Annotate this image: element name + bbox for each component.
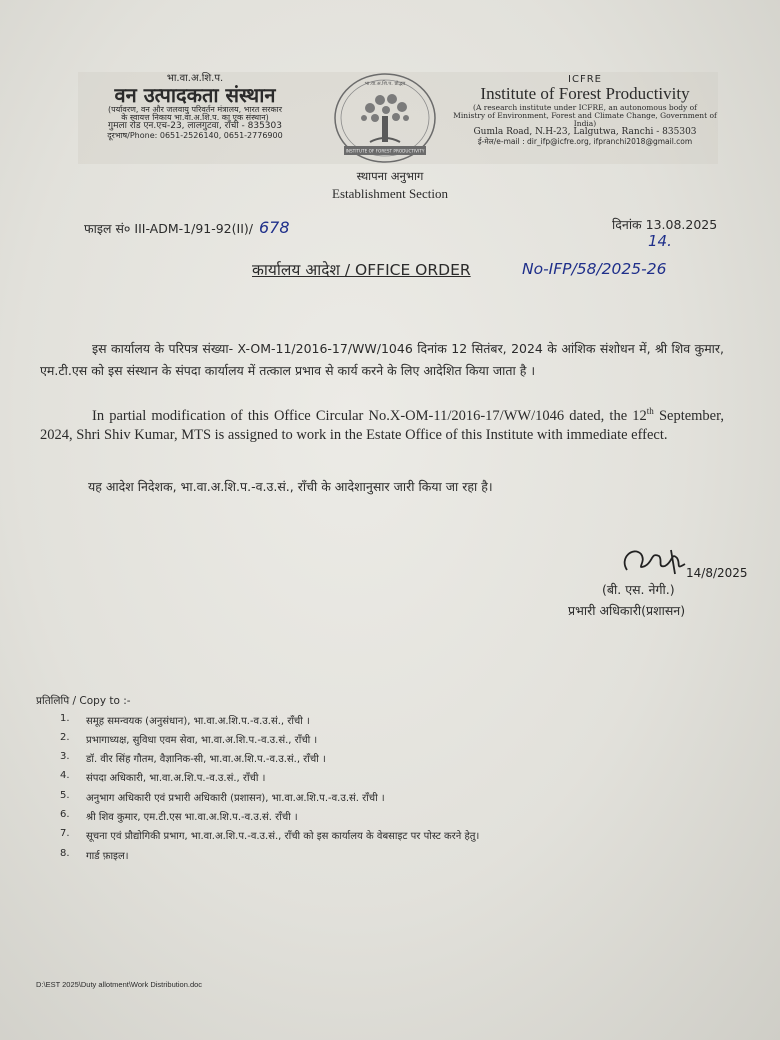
hindi-subtitle-2: के स्वायत्त निकाय भा.वा.अ.शि.प. का एक संस्थान) [121,112,269,122]
section-english: Establishment Section [332,186,448,201]
letterhead-hindi [80,74,310,140]
english-email: ई-मेल/e-mail : dir_ifp@icfre.org, ifpranchi2018@gmail.com [477,137,693,147]
order-title: कार्यालय आदेश / OFFICE ORDER [252,261,471,279]
english-subtitle-2: Ministry of Environment, Forest and Climate Change, Government of India) [453,110,717,129]
institute-logo [330,72,440,164]
date-handwritten: 14. [648,232,672,250]
english-institute-name: Institute of Forest Productivity [480,84,690,103]
document-page: भा.वा.अ.शि.प. वन उत्पादकता संस्थान (पर्यावरण, वन और जलवायु परिवर्तन मंत्रालय, भारत सरकार के स्वायत्त निकाय भा.वा.अ.शि.प. का एक संस्थान) गुमला रोड एन.एच-23, लालगुटवा, राँची - 835303 दूरभाष/Phone: 0651-2526140, 0651-2776900 INSTITUTE OF FOREST PRODUCTIVITY भा.वा.अ.शि.प. प्रोद्भव ICFRE Institute of Forest Productivity (A research institute under ICFRE, an autonomous body of Ministry of Environment, Forest and Climate Change, Government of India) Gumla Road, N.H-23, Lalgutwa, Ranchi - 835303 ई-मेल/e-mail : dir_ifp@icfre.org, ifpranchi2018@gmail.com स्थापना अनुभाग Establishment Section फाइल सं० III-ADM-1/91-92(II)/ 678 दिनांक 13.08.2025 14. कार्यालय आदेश / OFFICE ORDER No-IFP/58/2025-26 इस कार्यालय के परिपत्र संख्या- X-OM-11/2016-17/WW/1046 दिनांक 12 सितंबर, 2024 के आंशिक संशोधन में, श्री शिव कुमार, एम.टी.एस को इस संस्थान के संपदा कार्यालय में तत्काल प्रभाव से कार्य करने के लिए आदेशित किया जाता है । In partial modification of this Office Circular No.X-OM-11/2016-17/WW/1046 dated, the 12th September, 2024, Shri Shiv Kumar, MTS is assigned to work in the Estate Office of this Institute with immediate effect. यह आदेश निदेशक, भा.वा.अ.शि.प.-व.उ.सं., राँची के आदेशानुसार जारी किया जा रहा है। (बी. एस. नेगी.) 14/8/2025 प्रभारी अधिकारी(प्रशासन) प्रतिलिपि / Copy to :- 1. समूह समन्वयक (अनुसंधान), भा.वा.अ.शि.प.-व.उ.सं., राँची । 2. प्रभागाध्यक्ष, सुविधा एवम सेवा, भा.वा.अ.शि.प.-व.उ.सं., राँची । 3. डॉ. वीर सिंह गौतम, वैज्ञानिक-सी, भा.वा.अ.शि.प.-व.उ.सं., राँची । 4. संपदा अधिकारी, भा.वा.अ.शि.प.-व.उ.सं., राँची । 5. अनुभाग अधिकारी एवं प्रभारी अधिकारी (प्रशासन), भा.वा.अ.शि.प.-व.उ.सं. राँची । 6. श्री शिव कुमार, एम.टी.एस भा.वा.अ.शि.प.-व.उ.सं. राँची । 7. सूचना एवं प्रौद्योगिकी प्रभाग, भा.वा.अ.शि.प.-व.उ.सं., राँची को इस कार्यालय के वेबसाइट पर पोस्ट करने हेतु। 8. गार्ड फ़ाइल। D:\EST 2025\Duty allotment\Work Distribution.doc [0,0,780,1040]
file-number [84,218,290,237]
hindi-address: गुमला रोड एन.एच-23, लालगुटवा, राँची - 835303 [108,121,282,132]
english-subtitle-1: (A research institute under ICFRE, an autonomous body of [473,102,697,112]
date-label: दिनांक 13.08.2025 [612,217,718,232]
copy-to-heading: प्रतिलिपि / Copy to :- [36,695,131,707]
english-paragraph-end: September, 2024, Shri Shiv Kumar, MTS is assigned to work in the Estate Office of this Institute with immediate effect. [40,407,724,443]
letterhead-english [450,74,720,147]
footer-file-path: D:\EST 2025\Duty allotment\Work Distribution.doc [36,980,203,989]
english-paragraph-start: In partial modification of this Office Circular No.X-OM-11/2016-17/WW/1046 dated, the 12 [92,407,647,424]
hindi-abbreviation: भा.वा.अ.शि.प. [166,73,224,84]
hindi-paragraph: इस कार्यालय के परिपत्र संख्या- X-OM-11/2016-17/WW/1046 दिनांक 12 सितंबर, 2024 के आंशिक संशोधन में, श्री शिव कुमार, एम.टी.एस को इस संस्थान के संपदा कार्यालय में तत्काल प्रभाव से कार्य करने के लिए आदेशित किया जाता है । [40,341,724,378]
file-number-label: फाइल सं० III-ADM-1/91-92(II)/ [84,221,253,236]
issued-statement: यह आदेश निदेशक, भा.वा.अ.शि.प.-व.उ.सं., राँची के आदेशानुसार जारी किया जा रहा है। [88,479,493,494]
hindi-phone: दूरभाष/Phone: 0651-2526140, 0651-2776900 [107,130,283,140]
english-paragraph [40,402,724,445]
signature-date-handwritten: 14/8/2025 [686,566,748,580]
english-paragraph-sup: th [646,406,654,416]
english-address: Gumla Road, N.H-23, Lalgutwa, Ranchi - 835303 [473,127,697,138]
signatory-name: (बी. एस. नेगी.) [602,582,675,597]
section-hindi: स्थापना अनुभाग [356,169,424,183]
hindi-subtitle-1: (पर्यावरण, वन और जलवायु परिवर्तन मंत्रालय, भारत सरकार [108,104,282,114]
logo-top-text: भा.वा.अ.शि.प. प्रोद्भव [364,81,406,87]
english-abbreviation: ICFRE [568,74,602,85]
hindi-institute-name: वन उत्पादकता संस्थान [114,82,276,107]
file-number-handwritten: 678 [258,218,290,237]
order-number-handwritten: No-IFP/58/2025-26 [522,260,667,278]
logo-band-text: INSTITUTE OF FOREST PRODUCTIVITY [345,148,425,154]
signatory-designation: प्रभारी अधिकारी(प्रशासन) [568,603,686,618]
